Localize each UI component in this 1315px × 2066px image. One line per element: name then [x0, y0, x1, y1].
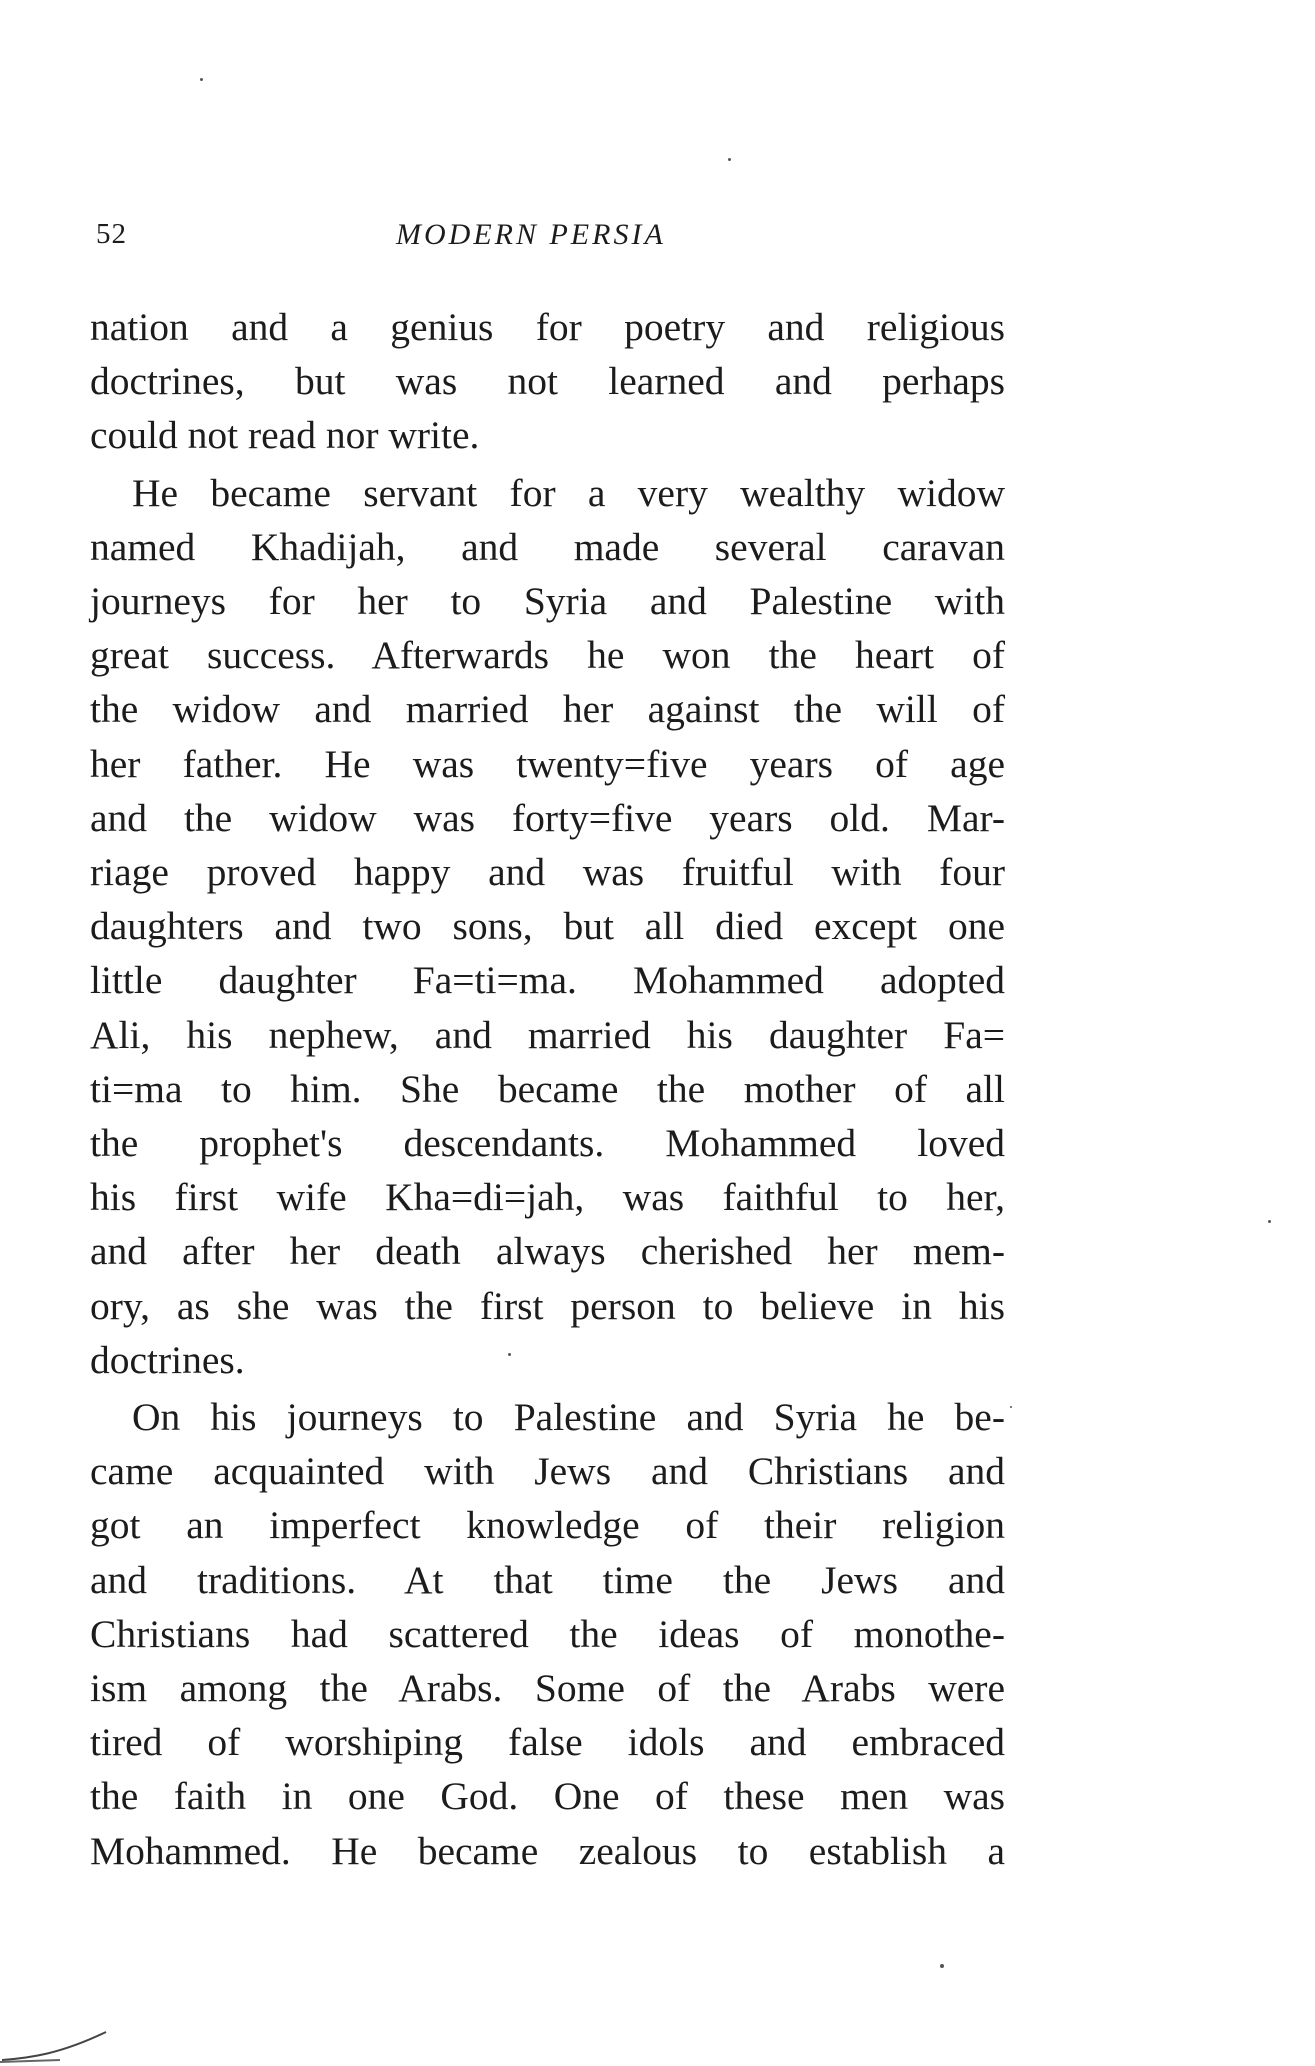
text-line: doctrines.: [90, 1337, 245, 1382]
page-number: 52: [96, 218, 127, 250]
text-line: great success. Afterwards he won the heart of: [90, 633, 1005, 678]
text-line: ory, as she was the first person to believe in his: [90, 1283, 1005, 1328]
scan-speck: [1268, 1220, 1271, 1223]
text-line: ti=ma to him. She became the mother of all: [90, 1066, 1005, 1111]
text-line: little daughter Fa=ti=ma. Mohammed adopted: [90, 958, 1005, 1003]
scan-speck: [728, 158, 731, 161]
text-line: and the widow was forty=five years old. Mar-: [90, 795, 1005, 840]
text-line: the widow and married her against the will of: [90, 687, 1005, 732]
running-head: [96, 218, 1006, 258]
scan-speck: [1010, 1406, 1012, 1408]
text-line: He became servant for a very wealthy widow: [132, 470, 1005, 515]
paragraph-3: [90, 1390, 1005, 1878]
text-line: the faith in one God. One of these men was: [90, 1774, 1005, 1819]
text-line: ism among the Arabs. Some of the Arabs were: [90, 1666, 1005, 1711]
body-text: [90, 300, 1005, 1878]
paragraph-2: [90, 466, 1005, 1387]
text-line: could not read nor write.: [90, 413, 480, 458]
scan-speck: [200, 78, 203, 81]
text-line: journeys for her to Syria and Palestine with: [90, 579, 1005, 624]
text-line: named Khadijah, and made several caravan: [90, 524, 1005, 569]
text-line: riage proved happy and was fruitful with four: [90, 850, 1005, 895]
text-line: came acquainted with Jews and Christians and: [90, 1449, 1005, 1494]
text-line: tired of worshiping false idols and embraced: [90, 1720, 1005, 1765]
text-line: got an imperfect knowledge of their religion: [90, 1503, 1005, 1548]
scan-scuff: [0, 2024, 110, 2064]
scan-speck: [940, 1964, 944, 1968]
running-title: MODERN PERSIA: [396, 218, 666, 251]
text-line: and after her death always cherished her mem-: [90, 1229, 1005, 1274]
text-line: Christians had scattered the ideas of monothe-: [90, 1611, 1005, 1656]
text-line: and traditions. At that time the Jews and: [90, 1557, 1005, 1602]
text-line: doctrines, but was not learned and perhaps: [90, 359, 1005, 404]
text-line: daughters and two sons, but all died except one: [90, 904, 1005, 949]
paragraph-1: [90, 300, 1005, 463]
text-line: Ali, his nephew, and married his daughter Fa=: [90, 1012, 1005, 1057]
text-line: Mohammed. He became zealous to establish a: [90, 1828, 1005, 1873]
text-line: her father. He was twenty=five years of age: [90, 741, 1005, 786]
scan-speck: [508, 1353, 511, 1356]
text-line: his first wife Kha=di=jah, was faithful to her,: [90, 1175, 1005, 1220]
text-line: nation and a genius for poetry and religious: [90, 305, 1005, 349]
text-line: the prophet's descendants. Mohammed loved: [90, 1121, 1005, 1166]
text-line: On his journeys to Palestine and Syria he be-: [132, 1395, 1005, 1440]
